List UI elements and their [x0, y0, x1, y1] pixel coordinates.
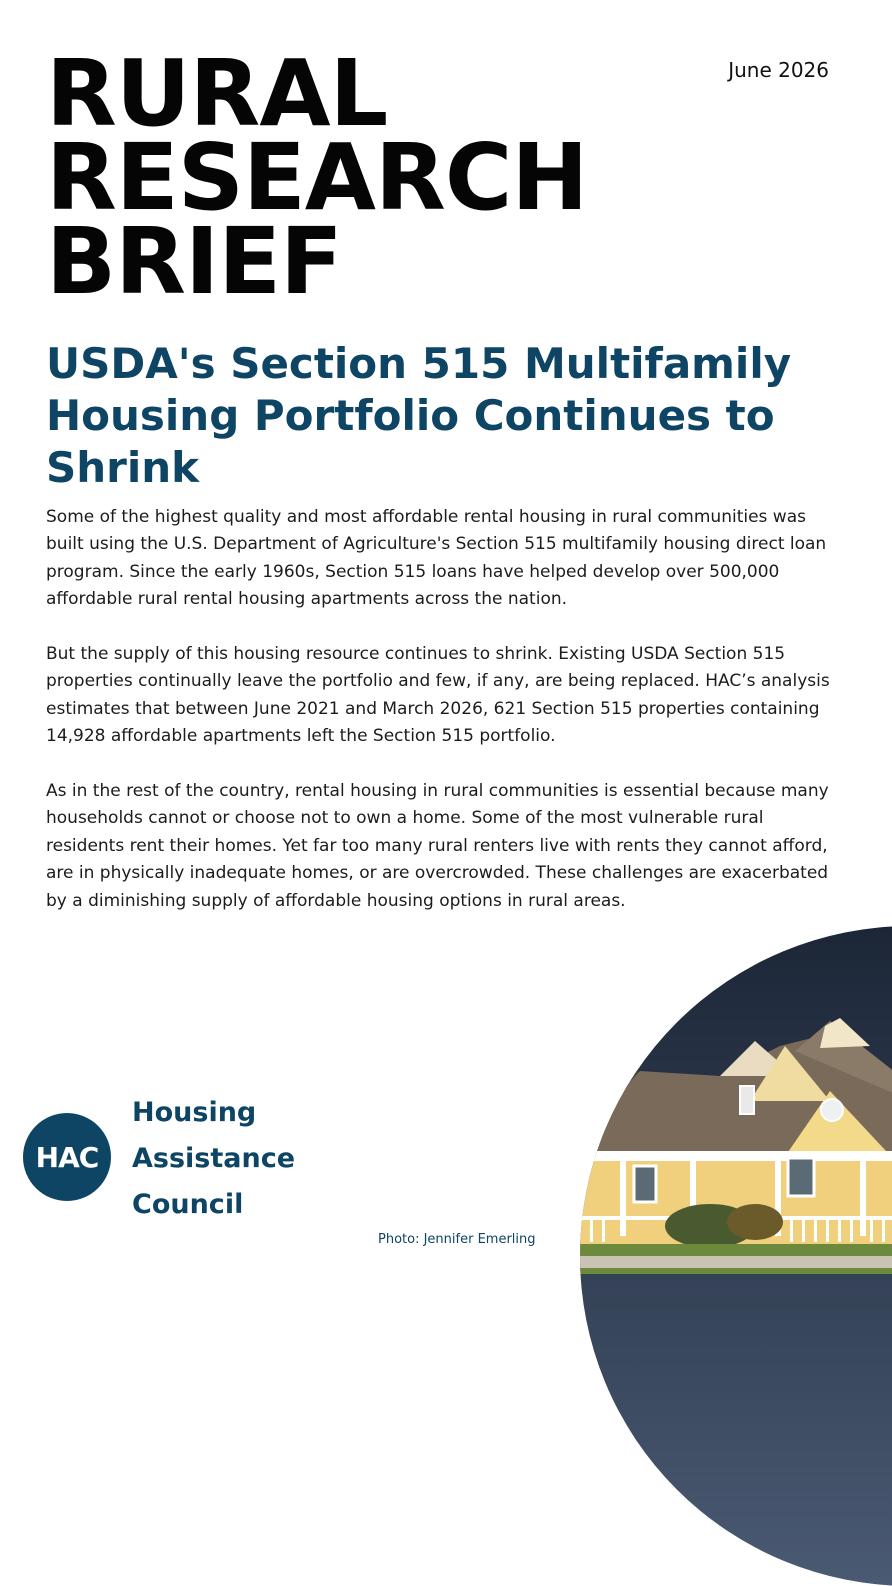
masthead-title — [46, 40, 588, 315]
photo-credit: Photo: Jennifer Emerling — [378, 1232, 536, 1247]
article-body — [46, 504, 846, 942]
hac-logo-text: HAC — [35, 1140, 99, 1174]
org-name-line: Housing — [132, 1097, 257, 1128]
org-name-line: Council — [132, 1189, 244, 1220]
article-headline: USDA's Section 515 Multifamily Housing Portfolio Continues to Shrink — [46, 339, 792, 492]
body-paragraph: Some of the highest quality and most affordable rental housing in rural communities was built using the U.S. Department of Agriculture's Section 515 multifamily housing direct loan program. Since the early 1960s, Section 515 loans have helped develop over 500,000 affordable rural rental housing apartments across the nation. — [46, 507, 827, 610]
masthead-line: RESEARCH — [46, 124, 588, 231]
masthead-line: RURAL — [46, 40, 388, 147]
house-illustration — [580, 926, 892, 1586]
org-name-line: Assistance — [132, 1143, 296, 1174]
body-paragraph: But the supply of this housing resource continues to shrink. Existing USDA Section 515 properties continually leave the portfolio and few, if any, are being replaced. HAC’s analysis estimates that between June 2021 and March 2026, 621 Section 515 properties containing 14,928 affordable apartments left the Section 515 portfolio. — [46, 644, 830, 747]
organization-name — [132, 1090, 295, 1228]
issue-date: June 2026 — [728, 58, 829, 82]
masthead-line: BRIEF — [46, 208, 342, 315]
hac-logo — [23, 1113, 111, 1201]
housing-photo — [580, 926, 892, 1586]
body-paragraph: As in the rest of the country, rental housing in rural communities is essential because many households cannot or choose not to own a home. Some of the most vulnerable rural residents rent their homes. Yet far too many rural renters live with rents they cannot afford, are in physically inadequate homes, or are overcrowded. These challenges are exacerbated by a diminishing supply of affordable housing options in rural areas. — [46, 781, 829, 911]
